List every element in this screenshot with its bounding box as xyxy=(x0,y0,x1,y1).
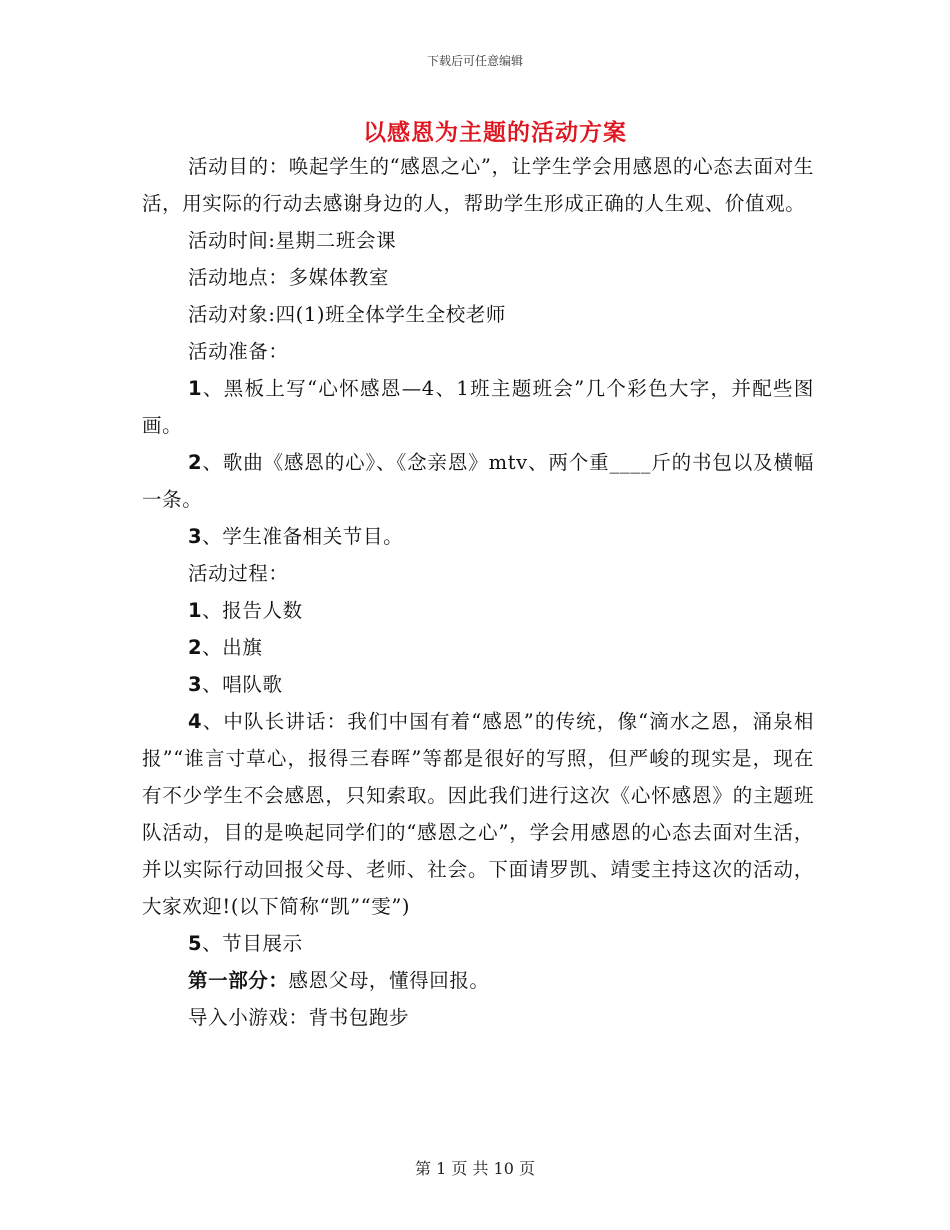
page-footer: 第 1 页 共 10 页 xyxy=(415,1159,535,1178)
item-text: 、节目展示 xyxy=(202,932,303,955)
paragraph-part-one xyxy=(142,962,814,999)
item-text: 、出旗 xyxy=(202,636,263,659)
list-item xyxy=(142,925,814,962)
paragraph-audience: 活动对象:四(1)班全体学生全校老师 xyxy=(188,303,506,326)
item-text: 、报告人数 xyxy=(202,599,303,622)
item-number: 3 xyxy=(188,525,203,548)
item-text: 、唱队歌 xyxy=(202,673,283,696)
list-item xyxy=(142,370,814,444)
item-text: 、歌曲《感恩的心》、《念亲恩》mtv、两个重____斤的书包以及横幅一条。 xyxy=(142,451,814,511)
item-number: 5 xyxy=(188,932,203,955)
list-item xyxy=(142,629,814,666)
paragraph-process-heading: 活动过程： xyxy=(188,562,289,585)
header-note: 下载后可任意编辑 xyxy=(426,54,523,68)
item-number: 2 xyxy=(188,451,203,474)
item-text: 、黑板上写“心怀感恩—4、1班主题班会”几个彩色大字，并配些图画。 xyxy=(142,377,814,437)
document-body xyxy=(142,148,814,1036)
part-text: 感恩父母，懂得回报。 xyxy=(288,969,490,992)
item-text: 、中队长讲话：我们中国有着“感恩”的传统，像“滴水之恩，涌泉相报”“谁言寸草心，报得三春晖”等都是很好的写照，但严峻的现实是，现在有不少学生不会感恩，只知索取。因此我们进行这次《心怀感恩》的主题班队活动，目的是唤起同学们的“感恩之心”，学会用感恩的心态去面对生活，并以实际行动回报父母、老师、社会。下面请罗凯、靖雯主持这次的活动，大家欢迎!(以下简称“凯”“雯”) xyxy=(142,710,814,918)
paragraph-time: 活动时间:星期二班会课 xyxy=(188,229,397,252)
paragraph-purpose: 活动目的：唤起学生的“感恩之心”，让学生学会用感恩的心态去面对生活，用实际的行动去感谢身边的人，帮助学生形成正确的人生观、价值观。 xyxy=(142,155,814,215)
list-item xyxy=(142,703,814,925)
item-number: 1 xyxy=(188,599,203,622)
paragraph-place: 活动地点：多媒体教室 xyxy=(188,266,390,289)
list-item xyxy=(142,666,814,703)
item-number: 2 xyxy=(188,636,203,659)
item-number: 1 xyxy=(188,377,203,400)
list-item xyxy=(142,592,814,629)
list-item xyxy=(142,518,814,555)
list-item xyxy=(142,444,814,518)
paragraph-game-intro: 导入小游戏：背书包跑步 xyxy=(188,1006,410,1029)
paragraph-preparation-heading: 活动准备： xyxy=(188,340,289,363)
item-number: 3 xyxy=(188,673,203,696)
item-text: 、学生准备相关节目。 xyxy=(202,525,404,548)
part-label: 第一部分： xyxy=(188,969,289,992)
item-number: 4 xyxy=(188,710,203,733)
document-title: 以感恩为主题的活动方案 xyxy=(363,119,627,146)
